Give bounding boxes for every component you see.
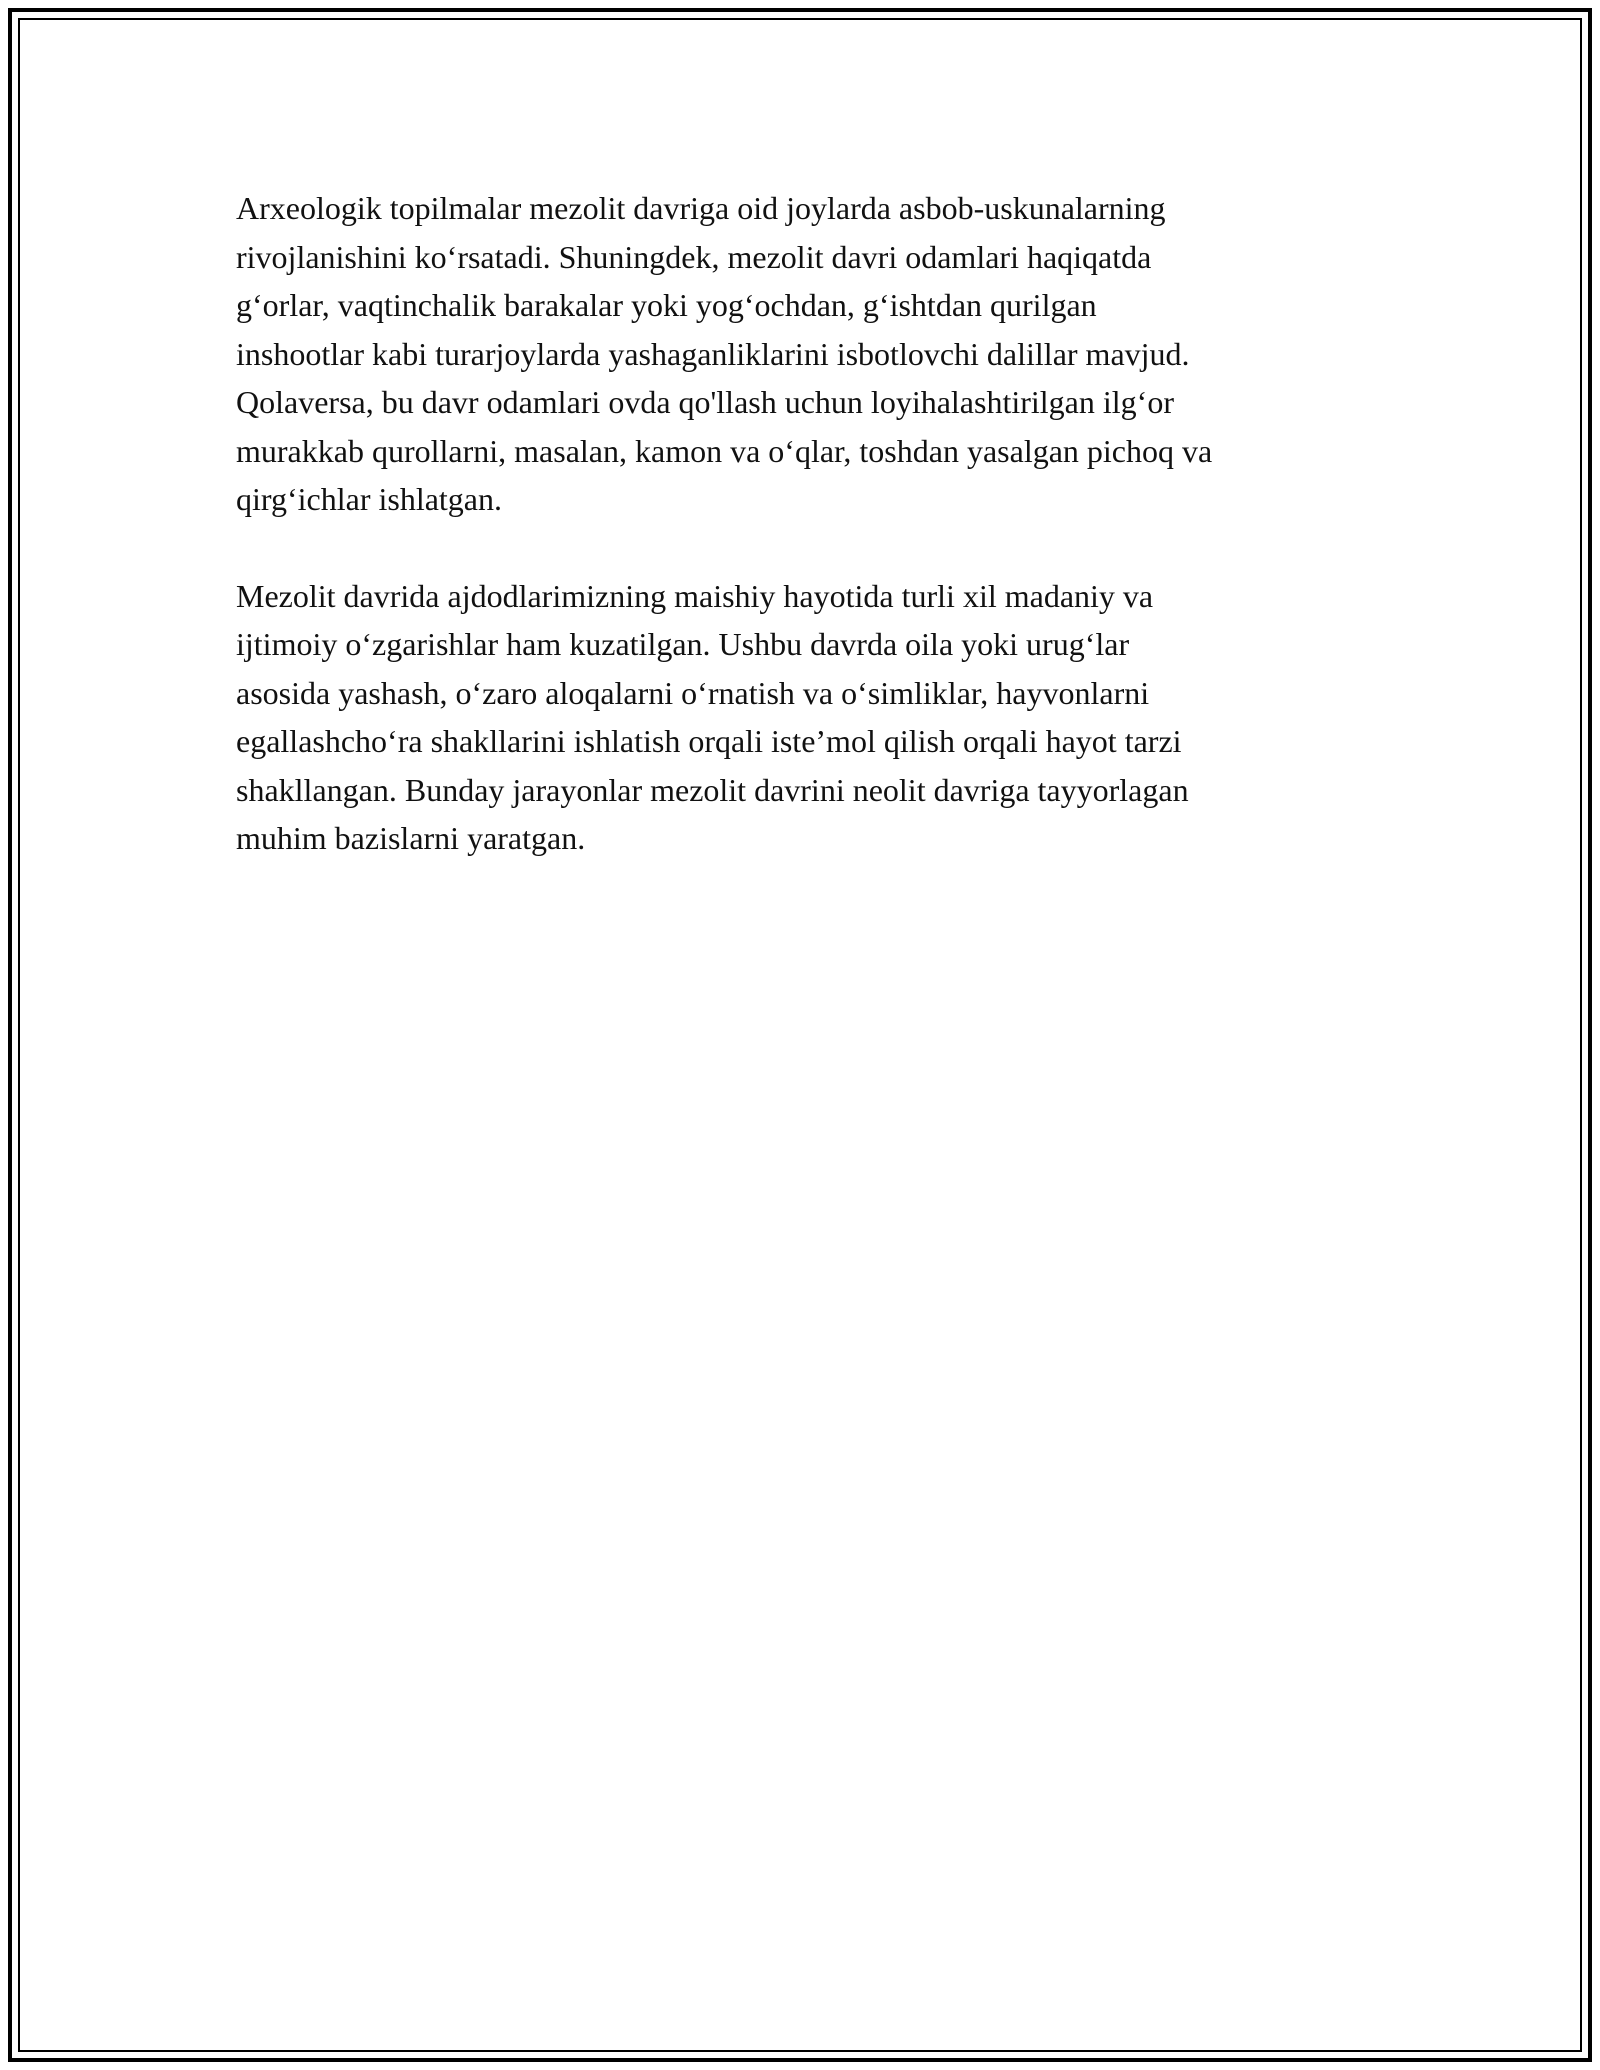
paragraph-1 xyxy=(236,184,1376,524)
paragraph-1-line: Qolaversa, bu davr odamlari ovda qo'llash uchun loyihalashtirilgan ilg‘or xyxy=(236,384,1174,420)
paragraph-2 xyxy=(236,572,1376,863)
paragraph-1-line: murakkab qurollarni, masalan, kamon va o‘qlar, toshdan yasalgan pichoq va xyxy=(236,432,1213,469)
document-body xyxy=(236,184,1376,863)
paragraph-2-line: asosida yashash, o‘zaro aloqalarni o‘rnatish va o‘simliklar, hayvonlarni xyxy=(236,674,1150,711)
paragraph-2-line: Mezolit davrida ajdodlarimizning maishiy hayotida turli xil madaniy va xyxy=(236,577,1154,614)
paragraph-1-line: rivojlanishini ko‘rsatadi. Shuningdek, mezolit davri odamlari haqiqatda xyxy=(236,238,1152,275)
paragraph-1-line: g‘orlar, vaqtinchalik barakalar yoki yog‘ochdan, g‘ishtdan qurilgan xyxy=(236,287,1097,323)
paragraph-2-line: ijtimoiy o‘zgarishlar ham kuzatilgan. Ushbu davrda oila yoki urug‘lar xyxy=(236,626,1130,662)
paragraph-2-line: egallashcho‘ra shakllarini ishlatish orqali iste’mol qilish orqali hayot tarzi xyxy=(236,723,1182,759)
paragraph-1-line: qirg‘ichlar ishlatgan. xyxy=(236,481,502,517)
paragraph-1-line: inshootlar kabi turarjoylarda yashaganliklarini isbotlovchi dalillar mavjud. xyxy=(236,335,1190,372)
paragraph-2-line: shakllangan. Bunday jarayonlar mezolit davrini neolit davriga tayyorlagan xyxy=(236,771,1189,808)
paragraph-2-line: muhim bazislarni yaratgan. xyxy=(236,820,586,856)
paragraph-1-line: Arxeologik topilmalar mezolit davriga oid joylarda asbob-uskunalarning xyxy=(236,190,1166,226)
